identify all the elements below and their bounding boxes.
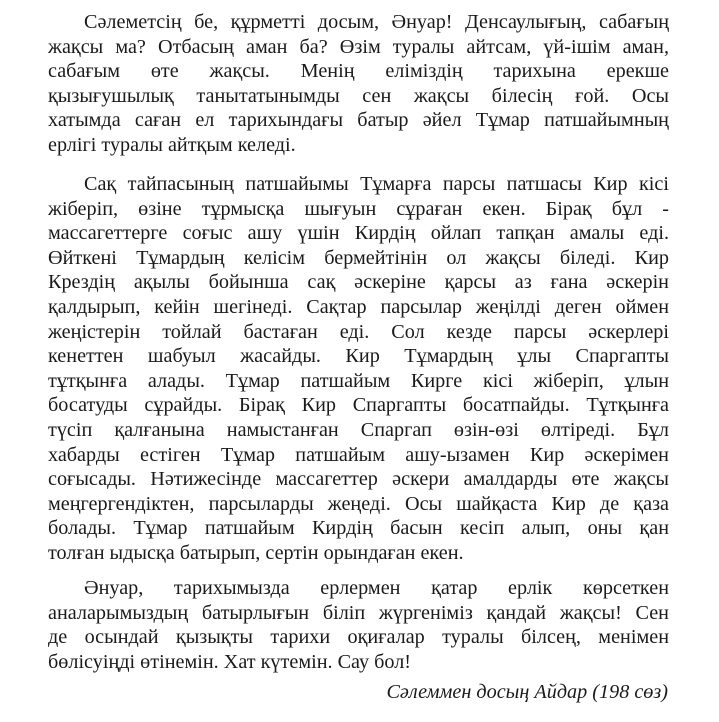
text-line: Сақ тайпасының патшайымы Тұмарға парсы патшасы Кир кісі	[84, 173, 669, 195]
text-line: бөлісуіңді өтінемін. Хат күтемін. Сау бол!	[48, 650, 412, 673]
text-line: меңгергендіктен, парсыларды жеңеді. Осы шайқаста Кир де қаза	[48, 492, 669, 515]
text-line: жақсы ма? Отбасың аман ба? Өзім туралы айтсам, үй-ішім аман,	[48, 35, 669, 58]
text-line: қызығушылық танытатынымды сен жақсы білесің ғой. Осы	[48, 84, 669, 107]
text-line: босатуды сұрайды. Бірақ Кир Спаргапты босатпайды. Тұтқынға	[48, 394, 669, 417]
text-line: де осындай қызықты тарихи оқиғалар туралы білсең, менімен	[48, 626, 669, 649]
text-line: массагеттерге соғыс ашу үшін Кирдің ойлап тапқан амалы еді.	[48, 222, 669, 245]
text-line: Крездің ақылы бойынша сақ әскеріне қарсы аз ғана әскерін	[48, 271, 669, 294]
text-line: тұтқынға алады. Тұмар патшайым Кирге кісі жіберіп, ұлын	[48, 369, 669, 392]
text-line: ерлігі туралы айтқым келеді.	[48, 134, 296, 156]
text-line: соғысады. Нәтижесінде массагеттер әскери амалдарды өте жақсы	[48, 468, 669, 491]
text-line: кенеттен шабуыл жасайды. Кир Тұмардың ұлы Спаргапты	[48, 345, 669, 368]
letter-signature: Сәлеммен досың Айдар (198 сөз)	[386, 681, 668, 703]
text-line: хатымда саған ел тарихындағы батыр әйел Тұмар патшайымның	[48, 109, 669, 132]
text-line: түсіп қалғанына намыстанған Спаргап өзін-өзі өлтіреді. Бұл	[48, 419, 669, 441]
text-line: Сәлеметсің бе, құрметті досым, Әнуар! Денсаулығың, сабағың	[84, 11, 669, 33]
text-line: жеңістерін тойлай бастаған еді. Сол кезде парсы әскерлері	[48, 320, 669, 343]
text-line: жіберіп, өзіне тұрмысқа шығуын сұраған екен. Бірақ бұл -	[48, 197, 669, 220]
text-line: хабарды естіген Тұмар патшайым ашу-ызамен Кир әскерімен	[48, 443, 669, 466]
text-line: сабағым өте жақсы. Менің еліміздің тарихына ерекше	[48, 60, 669, 83]
text-line: Әнуар, тарихымызда ерлермен қатар ерлік көрсеткен	[84, 577, 669, 599]
text-line: қалдырып, кейін шегінеді. Сақтар парсылар жеңілді деген оймен	[48, 296, 669, 318]
text-line: Өйткені Тұмардың келісім бермейтінін ол жақсы біледі. Кир	[48, 246, 669, 269]
text-line: болады. Тұмар патшайым Кирдің басын кесіп алып, оны қан	[48, 517, 669, 540]
text-line: толған ыдысқа батырып, сертін орындаған екен.	[48, 542, 464, 564]
text-line: аналарымыздың батырлығын біліп жүргеніміз қандай жақсы! Сен	[48, 601, 669, 624]
